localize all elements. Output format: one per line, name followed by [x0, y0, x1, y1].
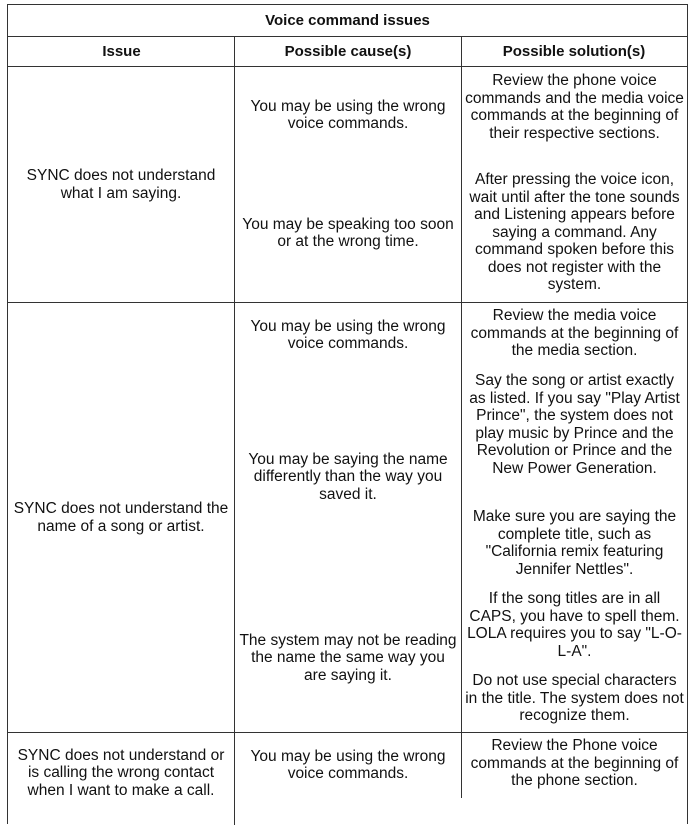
table-row-cause: You may be saying the name differently than the way you saved it. — [248, 450, 448, 503]
table-row-cause: You may be using the wrong voice commands. — [250, 747, 446, 782]
table-row-cause: The system may not be reading the name the same way you are saying it. — [239, 631, 457, 684]
table-row-solution: Review the phone voice commands and the media voice commands at the beginning of their respective sections. — [465, 72, 684, 142]
header-possible-causes: Possible cause(s) — [235, 37, 461, 67]
header-possible-solutions: Possible solution(s) — [461, 37, 687, 67]
table-row-solution: Make sure you are saying the complete title, such as "California remix featuring Jennifer Nettles". — [472, 508, 677, 578]
table-row-solution: Review the Phone voice commands at the beginning of the phone section. — [470, 737, 679, 789]
table-title: Voice command issues — [8, 5, 687, 37]
voice-command-issues-table — [7, 4, 688, 824]
table-row-cause: You may be speaking too soon or at the wrong time. — [242, 215, 454, 250]
table-row-cause: You may be using the wrong voice commands. — [250, 97, 446, 132]
table-row-issue: SYNC does not understand the name of a song or artist. — [13, 500, 229, 535]
table-row-issue: SYNC does not understand what I am saying. — [26, 167, 216, 202]
column-divider — [234, 37, 235, 825]
table-row-solution: Review the media voice commands at the beginning of the media section. — [470, 307, 679, 359]
table-row-solution: If the song titles are in all CAPS, you have to spell them. LOLA requires you to say "L-O-L-A". — [467, 590, 682, 660]
row-divider — [8, 732, 687, 733]
table-row-solution: Do not use special characters in the title. The system does not recognize them. — [465, 672, 684, 724]
header-issue: Issue — [8, 37, 235, 67]
table-row-solution: After pressing the voice icon, wait until after the tone sounds and Listening appears before saying a command. Any command spoken before this does not register with the system. — [469, 171, 680, 293]
table-row-cause: You may be using the wrong voice commands. — [250, 317, 446, 352]
table-row-issue: SYNC does not understand or is calling the wrong contact when I want to make a call. — [17, 746, 225, 799]
table-row-solution: Say the song or artist exactly as listed. If you say "Play Artist Prince", the system does not play music by Prince and the Revolution or Prince and the New Power Generation. — [469, 372, 680, 477]
